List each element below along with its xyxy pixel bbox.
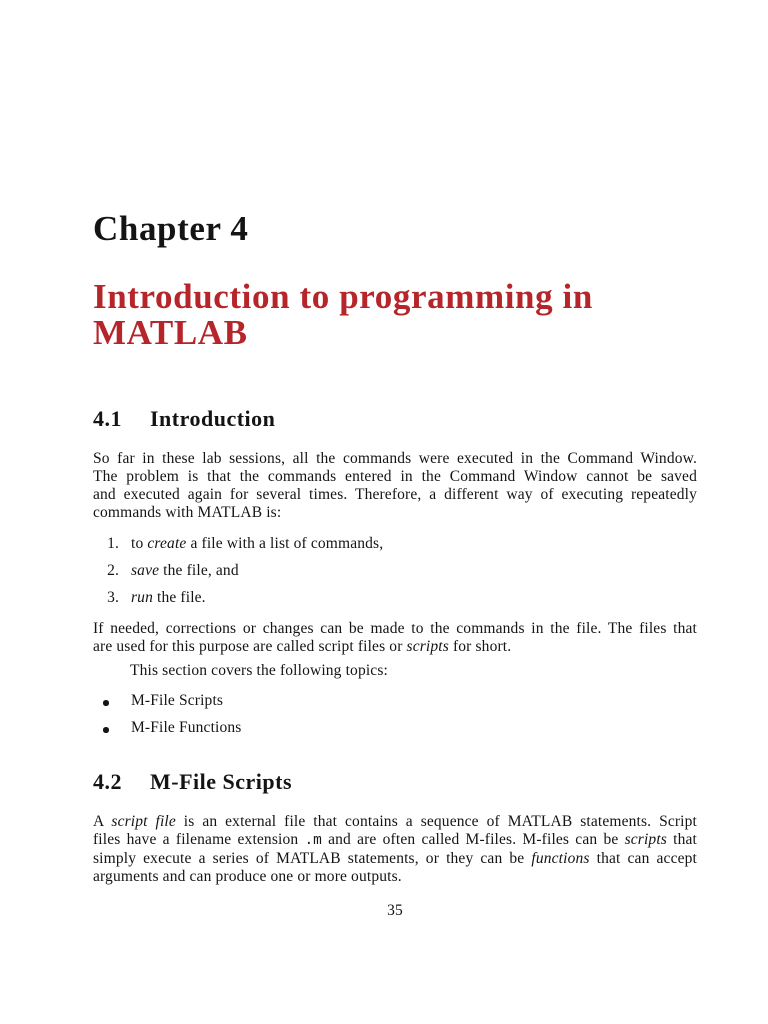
text-run: that xyxy=(666,831,698,848)
text-line: commands with MATLAB is: xyxy=(93,504,282,521)
text-run: simply execute a series of MATLAB statements, or they can be xyxy=(93,850,532,867)
code-term: .m xyxy=(304,833,322,849)
text-line xyxy=(93,850,697,868)
text-run: are used for this purpose are called script files or xyxy=(93,638,407,655)
list-number: 3. xyxy=(107,589,119,606)
italic-term: functions xyxy=(531,850,590,867)
paragraph xyxy=(93,813,697,886)
list-item xyxy=(93,692,697,710)
section-heading xyxy=(93,406,697,432)
paragraph xyxy=(93,450,697,522)
text-run: that can accept xyxy=(589,850,697,867)
paragraph: This section covers the following topics: xyxy=(130,662,388,679)
numbered-list xyxy=(93,535,697,616)
text-run: files have a filename extension xyxy=(93,831,305,848)
text-line: arguments and can produce one or more outputs. xyxy=(93,868,402,885)
section-title: Introduction xyxy=(150,406,276,431)
chapter-label: Chapter 4 xyxy=(93,209,249,248)
section-title: M-File Scripts xyxy=(150,769,293,794)
italic-term: run xyxy=(131,589,153,606)
list-item-text: to xyxy=(131,535,148,552)
list-item xyxy=(93,719,697,737)
list-item xyxy=(93,562,697,580)
paragraph xyxy=(93,620,697,656)
italic-term: script file xyxy=(111,813,176,830)
text-line xyxy=(93,638,697,656)
text-line: If needed, corrections or changes can be made to the commands in the file. The files that xyxy=(93,620,697,637)
text-run: for short. xyxy=(448,638,512,655)
list-number: 2. xyxy=(107,562,119,579)
text-run: A xyxy=(93,813,112,830)
list-item-text: a file with a list of commands, xyxy=(186,535,384,552)
italic-term: scripts xyxy=(406,638,449,655)
section-number: 4.2 xyxy=(93,769,122,794)
bullet-icon xyxy=(103,727,109,733)
section-heading xyxy=(93,769,697,795)
italic-term: scripts xyxy=(624,831,667,848)
italic-term: save xyxy=(131,562,160,579)
bullet-icon xyxy=(103,700,109,706)
text-run: is an external file that contains a sequence of MATLAB statements. Script xyxy=(175,813,697,830)
list-item xyxy=(93,535,697,553)
list-item-label: M-File Functions xyxy=(131,719,242,736)
list-number: 1. xyxy=(107,535,119,552)
list-item xyxy=(93,589,697,607)
list-item-text: the file. xyxy=(152,589,206,606)
text-line xyxy=(93,813,697,831)
section-number: 4.1 xyxy=(93,406,122,431)
text-run: and are often called M-files. M-files can be xyxy=(321,831,625,848)
text-line: and executed again for several times. Therefore, a different way of executing repeatedly xyxy=(93,486,697,503)
list-item-label: M-File Scripts xyxy=(131,692,224,709)
list-item-text: the file, and xyxy=(159,562,239,579)
text-line: The problem is that the commands entered in the Command Window cannot be saved xyxy=(93,468,697,485)
chapter-title: Introduction to programming in MATLAB xyxy=(93,277,593,352)
text-line xyxy=(93,831,697,850)
italic-term: create xyxy=(147,535,187,552)
text-line: So far in these lab sessions, all the commands were executed in the Command Window. xyxy=(93,450,697,467)
bullet-list xyxy=(93,692,697,746)
page-number: 35 xyxy=(387,902,403,919)
